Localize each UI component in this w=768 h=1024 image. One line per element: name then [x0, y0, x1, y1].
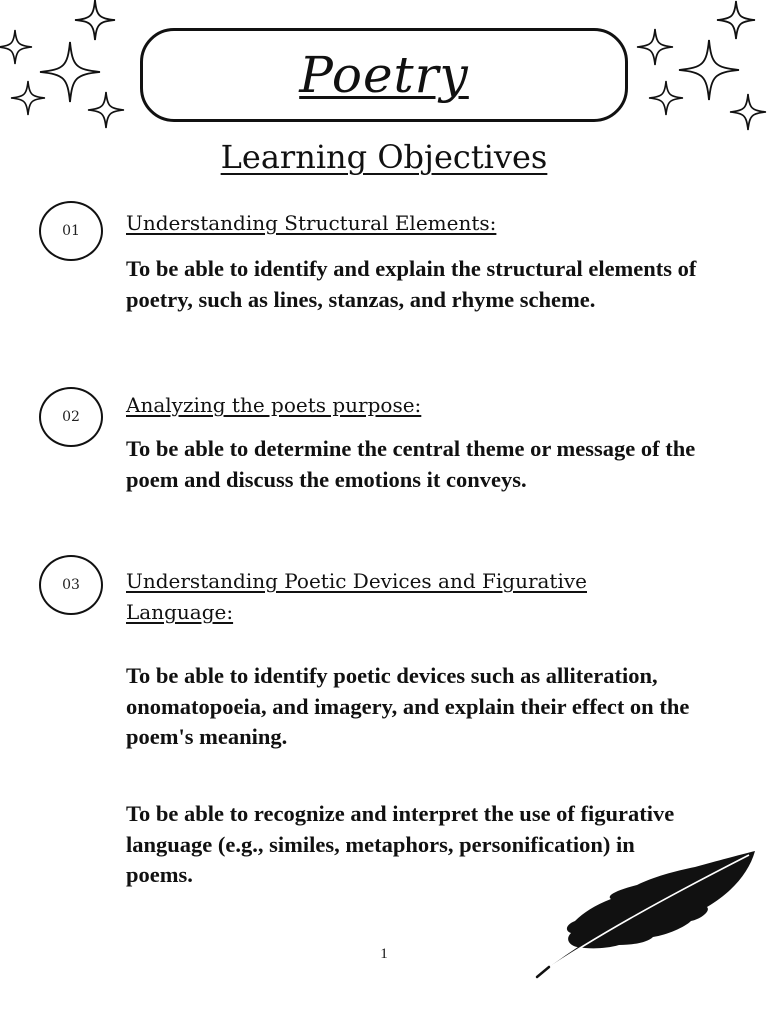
objective-description: To be able to recognize and interpret the use of figurative language (e.g., similes, metaphors, personification) in poems. — [126, 801, 675, 887]
objective-description: To be able to identify poetic devices such as alliteration, onomatopoeia, and imagery, and explain their effect on the poem's meaning. — [126, 663, 690, 749]
objective-title: Understanding Poetic Devices and Figurative Language: — [126, 569, 587, 624]
sparkles-left-decoration — [0, 0, 135, 135]
sparkle-icon — [0, 30, 32, 64]
sparkles-right-decoration — [633, 0, 768, 135]
title-banner — [140, 28, 628, 122]
objective-description: To be able to determine the central theme or message of the poem and discuss the emotions it conveys. — [126, 436, 696, 492]
sparkle-icon — [730, 94, 766, 130]
objective-title: Analyzing the poets purpose: — [126, 393, 422, 417]
sparkle-icon — [637, 29, 673, 65]
page-number: 1 — [380, 946, 388, 962]
sparkle-icon — [717, 1, 755, 39]
sparkle-icon — [679, 40, 739, 100]
sparkle-icon — [649, 81, 683, 115]
objective-number-badge: 03 — [39, 555, 103, 615]
sparkle-icon — [88, 92, 124, 128]
page-title: Poetry — [299, 46, 469, 104]
sparkle-icon — [75, 0, 115, 40]
objective-title: Understanding Structural Elements: — [126, 211, 497, 235]
sparkle-icon — [40, 42, 100, 102]
section-heading: Learning Objectives — [220, 138, 548, 176]
objective-number-badge: 01 — [39, 201, 103, 261]
objective-number-badge: 02 — [39, 387, 103, 447]
sparkle-icon — [11, 81, 45, 115]
objective-description: To be able to identify and explain the structural elements of poetry, such as lines, stanzas, and rhyme scheme. — [126, 256, 697, 312]
